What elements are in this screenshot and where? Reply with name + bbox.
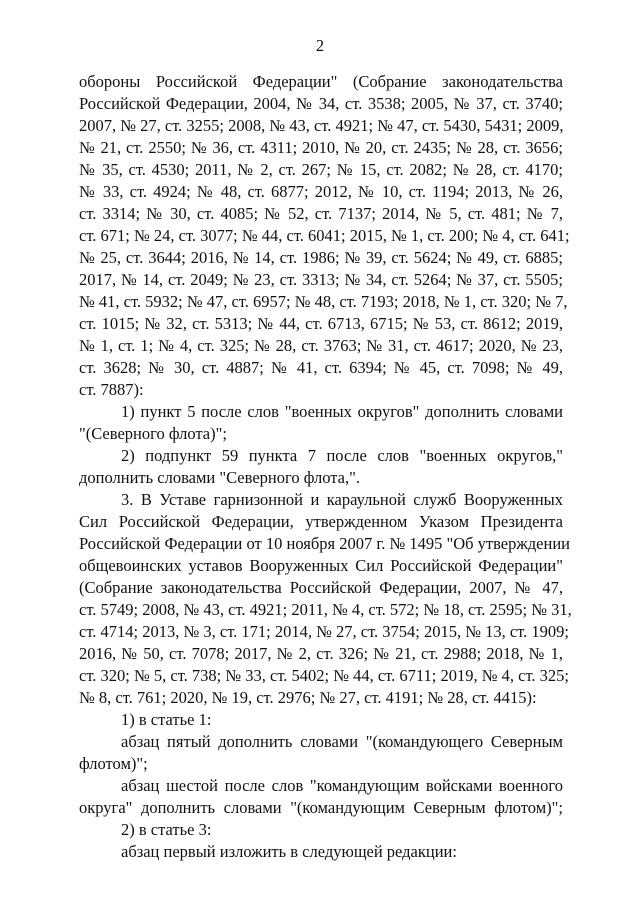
text-line: 2016, № 50, ст. 7078; 2017, № 2, ст. 326; № 21, ст. 2988; 2018, № 1, [79, 644, 563, 663]
text-line: общевоинских уставов Вооруженных Сил Российской Федерации" [79, 556, 563, 575]
text-line: ст. 3314; № 30, ст. 4085; № 52, ст. 7137; 2014, № 5, ст. 481; № 7, [79, 204, 563, 223]
text-line: 1) пункт 5 после слов "военных округов" дополнить словами [121, 402, 563, 421]
text-line: 3. В Уставе гарнизонной и караульной служб Вооруженных [121, 490, 563, 509]
text-line: № 25, ст. 3644; 2016, № 14, ст. 1986; № 39, ст. 5624; № 49, ст. 6885; [79, 248, 563, 267]
text-line: 2017, № 14, ст. 2049; № 23, ст. 3313; № 34, ст. 5264; № 37, ст. 5505; [79, 270, 563, 289]
text-line: абзац шестой после слов "командующим войсками военного [121, 776, 563, 795]
text-line: абзац первый изложить в следующей редакции: [121, 842, 457, 861]
text-line: 2) в статье 3: [121, 820, 212, 839]
text-line: 2007, № 27, ст. 3255; 2008, № 43, ст. 4921; № 47, ст. 5430, 5431; 2009, [79, 116, 564, 135]
text-line: ст. 320; № 5, ст. 738; № 33, ст. 5402; № 44, ст. 6711; 2019, № 4, ст. 325; [79, 666, 569, 685]
text-line: ст. 3628; № 30, ст. 4887; № 41, ст. 6394; № 45, ст. 7098; № 49, [79, 358, 563, 377]
text-line: флотом)"; [79, 754, 148, 773]
text-line: 2) подпункт 59 пункта 7 после слов "военных округов," [121, 446, 563, 465]
text-line: ст. 7887): [79, 380, 144, 399]
text-line: абзац пятый дополнить словами "(командующего Северным [121, 732, 563, 751]
text-line: Сил Российской Федерации, утвержденном Указом Президента [79, 512, 563, 531]
text-line: "(Северного флота)"; [79, 424, 227, 443]
text-line: № 35, ст. 4530; 2011, № 2, ст. 267; № 15, ст. 2082; № 28, ст. 4170; [79, 160, 563, 179]
text-line: № 8, ст. 761; 2020, № 19, ст. 2976; № 27, ст. 4191; № 28, ст. 4415): [79, 688, 537, 707]
text-line: № 21, ст. 2550; № 36, ст. 4311; 2010, № 20, ст. 2435; № 28, ст. 3656; [79, 138, 563, 157]
page-number: 2 [315, 36, 325, 55]
text-line: № 1, ст. 1; № 4, ст. 325; № 28, ст. 3763; № 31, ст. 4617; 2020, № 23, [79, 336, 563, 355]
text-line: (Собрание законодательства Российской Федерации, 2007, № 47, [79, 578, 563, 597]
text-line: ст. 4714; 2013, № 3, ст. 171; 2014, № 27, ст. 3754; 2015, № 13, ст. 1909; [79, 622, 569, 641]
text-line: ст. 671; № 24, ст. 3077; № 44, ст. 6041; 2015, № 1, ст. 200; № 4, ст. 641; [79, 226, 570, 245]
text-line: ст. 5749; 2008, № 43, ст. 4921; 2011, № 4, ст. 572; № 18, ст. 2595; № 31, [79, 600, 572, 619]
text-line: Российской Федерации от 10 ноября 2007 г. № 1495 "Об утверждении [79, 534, 570, 553]
text-line: дополнить словами "Северного флота,". [79, 468, 360, 487]
text-line: № 41, ст. 5932; № 47, ст. 6957; № 48, ст. 7193; 2018, № 1, ст. 320; № 7, [79, 292, 568, 311]
text-line: ст. 1015; № 32, ст. 5313; № 44, ст. 6713, 6715; № 53, ст. 8612; 2019, [79, 314, 563, 333]
text-line: обороны Российской Федерации" (Собрание законодательства [79, 72, 563, 91]
text-line: 1) в статье 1: [121, 710, 212, 729]
text-line: Российской Федерации, 2004, № 34, ст. 3538; 2005, № 37, ст. 3740; [79, 94, 563, 113]
text-line: округа" дополнить словами "(командующим Северным флотом)"; [79, 798, 563, 817]
text-line: № 33, ст. 4924; № 48, ст. 6877; 2012, № 10, ст. 1194; 2013, № 26, [79, 182, 563, 201]
